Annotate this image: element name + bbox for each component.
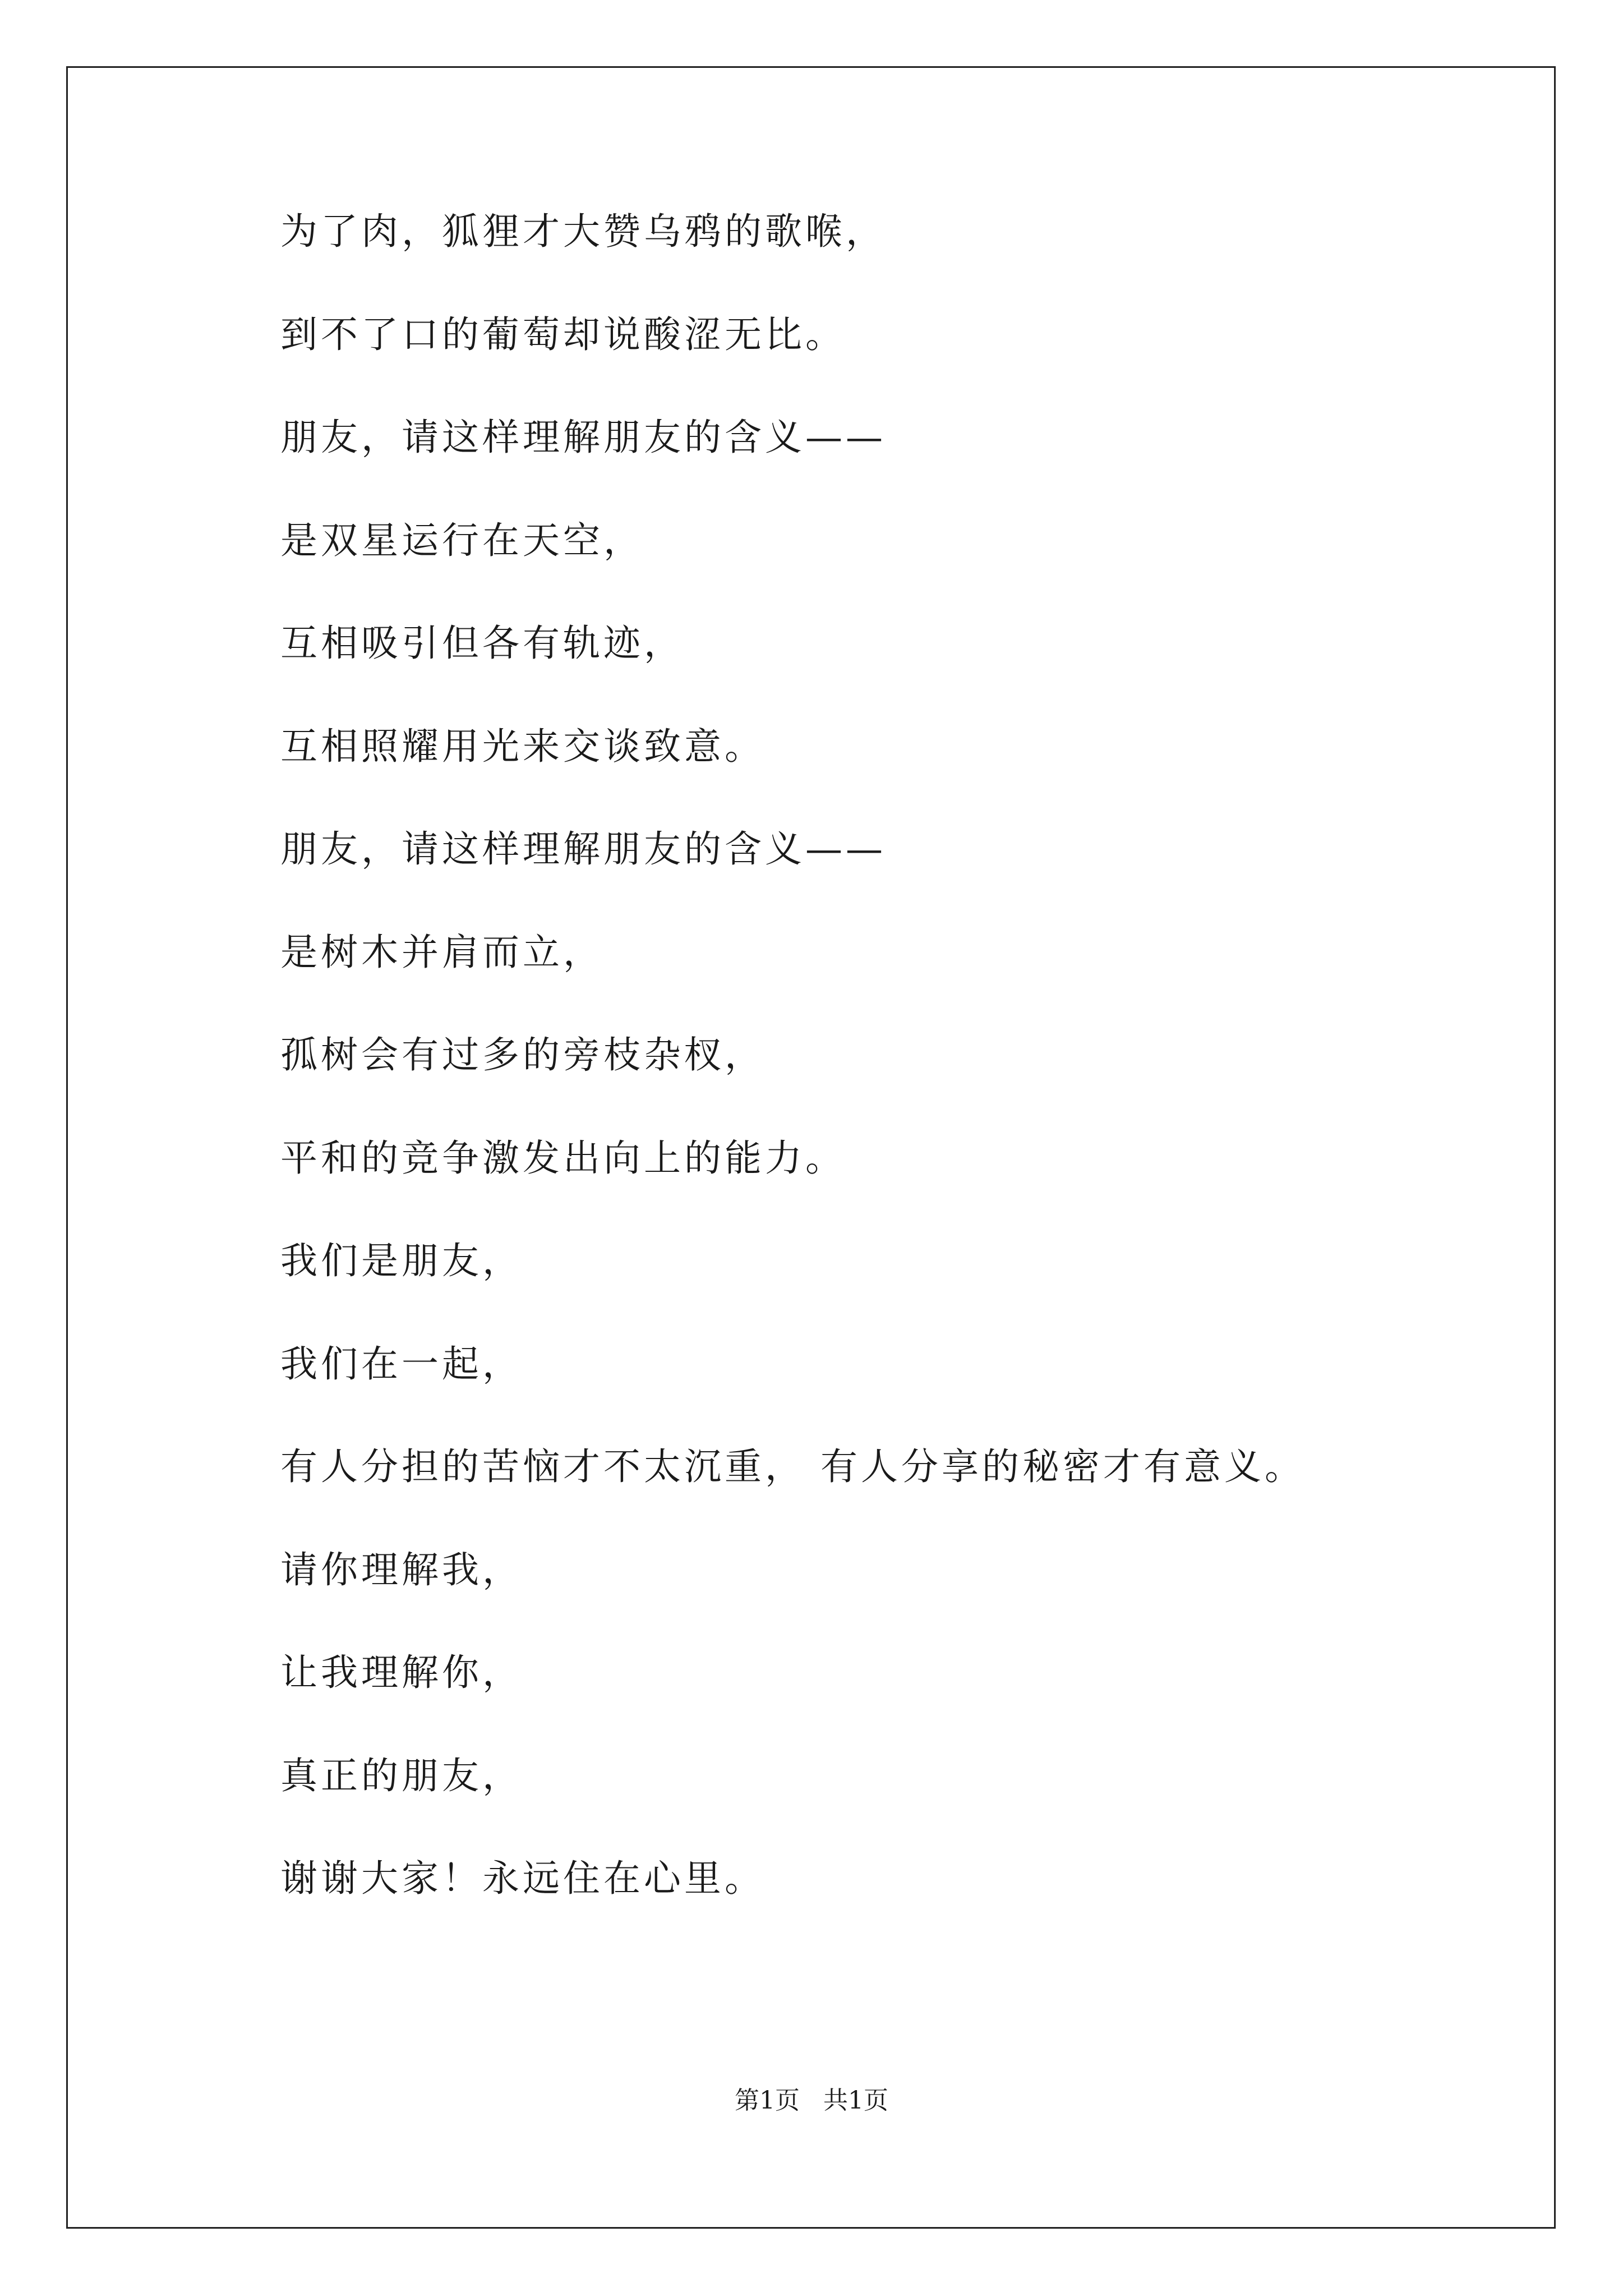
text-line: 请你理解我， <box>280 1548 523 1591</box>
text-line: 孤树会有过多的旁枝杂杈， <box>280 1033 765 1076</box>
text-line: 让我理解你， <box>280 1651 523 1694</box>
text-line: 为了肉，狐狸才大赞乌鸦的歌喉， <box>280 210 886 253</box>
page-number-footer: 第1页 共1页 <box>735 2086 888 2115</box>
text-line: 到不了口的葡萄却说酸涩无比。 <box>280 312 846 356</box>
text-line: 互相吸引但各有轨迹， <box>280 622 684 665</box>
text-line: 谢谢大家！永远住在心里。 <box>280 1857 765 1900</box>
text-line: 互相照耀用光来交谈致意。 <box>280 724 765 768</box>
text-line: 朋友，请这样理解朋友的含义—— <box>280 827 886 871</box>
text-line: 真正的朋友， <box>280 1754 523 1797</box>
text-line: 我们在一起， <box>280 1342 523 1386</box>
text-line: 我们是朋友， <box>280 1239 523 1282</box>
text-line: 朋友，请这样理解朋友的含义—— <box>280 416 886 459</box>
document-body <box>280 210 1486 1963</box>
text-line: 是双星运行在天空， <box>280 518 644 562</box>
text-line: 是树木并肩而立， <box>280 930 603 974</box>
text-line: 平和的竞争激发出向上的能力。 <box>280 1136 846 1180</box>
text-line: 有人分担的苦恼才不太沉重， 有人分享的秘密才有意义。 <box>280 1445 1305 1488</box>
